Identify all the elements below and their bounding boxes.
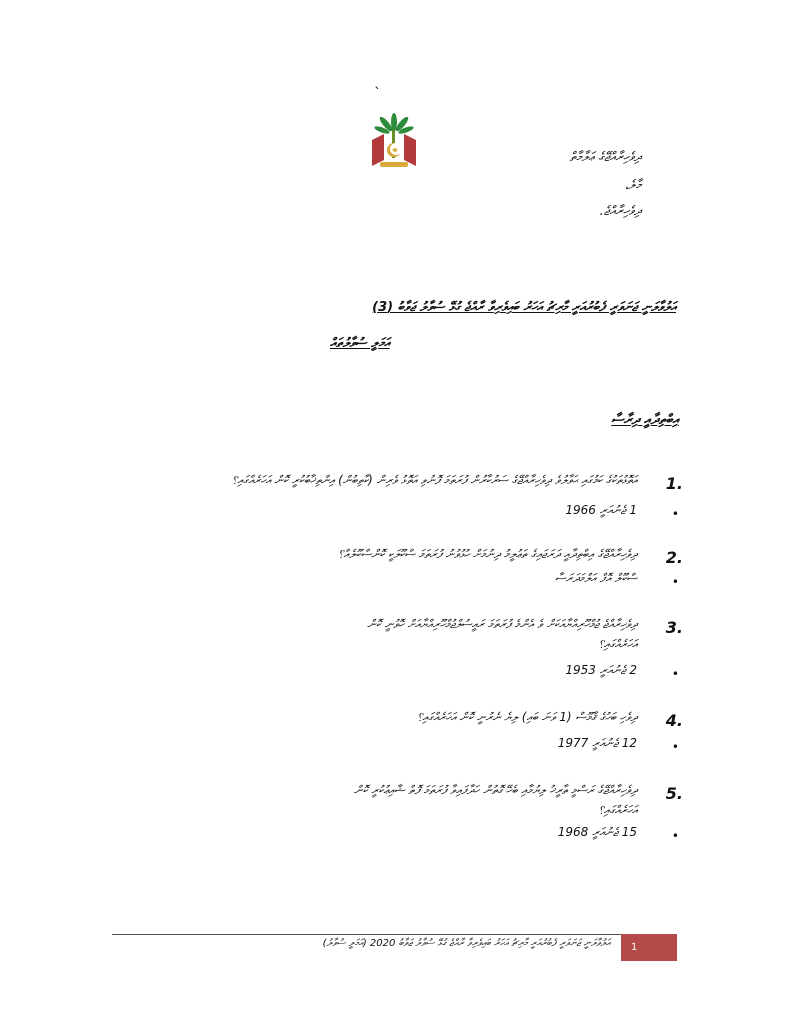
- question-line: އަހަރެއްގައި؟: [598, 637, 637, 651]
- answer-text: 12 ޖެނުއަރީ 1977: [557, 736, 637, 750]
- question-text: [117, 470, 637, 490]
- answer-bullet: •: [671, 575, 679, 589]
- footer-text: އަލުވާލަނީ ޖަނަވަރީ ފެބުރުއަރީ މާރިޗު އަހަރު ބައިވެރިވާ ރާއްޖެ ގުޅޭ ސުވާލު ޖަވާބު 2020 (އަމަލީ ސުވާލު): [322, 938, 610, 949]
- question-number: 5.: [665, 784, 683, 803]
- answer-text: 2 ޖެނުއަރީ 1953: [565, 663, 637, 677]
- document-subtitle: އަމަލީ ސުވާލުތައް: [330, 336, 390, 351]
- answer-text: 15 ޖެނުއަރީ 1968: [557, 825, 637, 839]
- question-number: 2.: [665, 548, 683, 567]
- question-line: ދިވެހިރާއްޖެ ޖުމްހޫރިއްޔާއަކަށް ވެ އެންމެ ފުރަތަމަ ރައީސުލްޖުމްހޫރިއްޔާއަށް ހޮވުނީ ކޮން: [367, 617, 637, 631]
- answer-bullet: •: [671, 829, 679, 843]
- question-text: [117, 614, 637, 654]
- question-text: [117, 780, 637, 820]
- state-emblem-icon: [366, 112, 422, 174]
- answer-text: 1 ޖެނުއަރީ 1966: [565, 503, 637, 517]
- address-line-3: ދިވެހިރާއްޖެ.: [599, 204, 641, 219]
- question-line: އަތޮޅުތަކުގެ ކަމުގައި ޙަވާލުވެ ދިވެހިރާއްޖޭގެ ސަރުކާރުން ފުރަތަމަ ފޮނުވި އަތޮޅު ވެރިން (ކާތިބުން) އިންތިޚާބުކުރީ ކޮން އަހަރެއްގައި؟: [231, 473, 637, 487]
- answer-bullet: •: [671, 507, 679, 521]
- document-title: އަލުވާލަނީ ޖަނަވަރީ ފެބުރުއަރީ މާރިޗު އަހަރު ބައިވެރިވާ ރާއްޖެ ގުޅޭ ސުވާލު ޖަވާބު (3): [372, 300, 676, 315]
- question-number: 3.: [665, 618, 683, 637]
- question-line: އަހަރެއްގައި؟: [598, 803, 637, 817]
- section-heading: އިބްތިދާއީ ދިރާސާ: [611, 412, 679, 428]
- footer-divider: [112, 934, 677, 935]
- answer-text: ސްކޫލް އޮފް އަލްމަދަރަސާ: [554, 571, 637, 585]
- question-line: ދިވެހިރާއްޖޭގެ ރަސްމީ ތާރީޚު ލިޔުމާއި ބެހޭ ގޮތުން ހަދާފައިވާ ފުރަތަމަ ފޮތް ޝާއިޢުކުރީ ކޮން: [353, 783, 637, 797]
- answer-bullet: •: [671, 740, 679, 754]
- page-number-box: [621, 934, 677, 961]
- question-line: ދިވެހި ބަހުގެ ޤާމޫސް (1 ވަނަ ބައި) ލިޔެ ނެރުނީ ކޮން އަހަރެއްގައި؟: [416, 710, 637, 724]
- question-number: 1.: [665, 474, 683, 493]
- question-line: ދިވެހިރާއްޖޭގެ އިބްތިދާއީ ދަރަޖައިގެ ތަޢުލީމު ދިނުމަށް ހުޅުވުނު ފުރަތަމަ ސްކޫލަކީ ކޮންސްކޫލެއް؟: [338, 547, 637, 561]
- tick-mark: `: [374, 86, 381, 102]
- question-number: 4.: [665, 711, 683, 730]
- question-text: [157, 544, 637, 564]
- address-line-2: މާލެ،: [624, 178, 641, 193]
- page-number: 1: [631, 942, 638, 953]
- answer-bullet: •: [671, 667, 679, 681]
- address-line-1: ދިވެހިރާއްޖޭގެ ޢަލާމާތް: [569, 150, 641, 165]
- question-text: [157, 707, 637, 727]
